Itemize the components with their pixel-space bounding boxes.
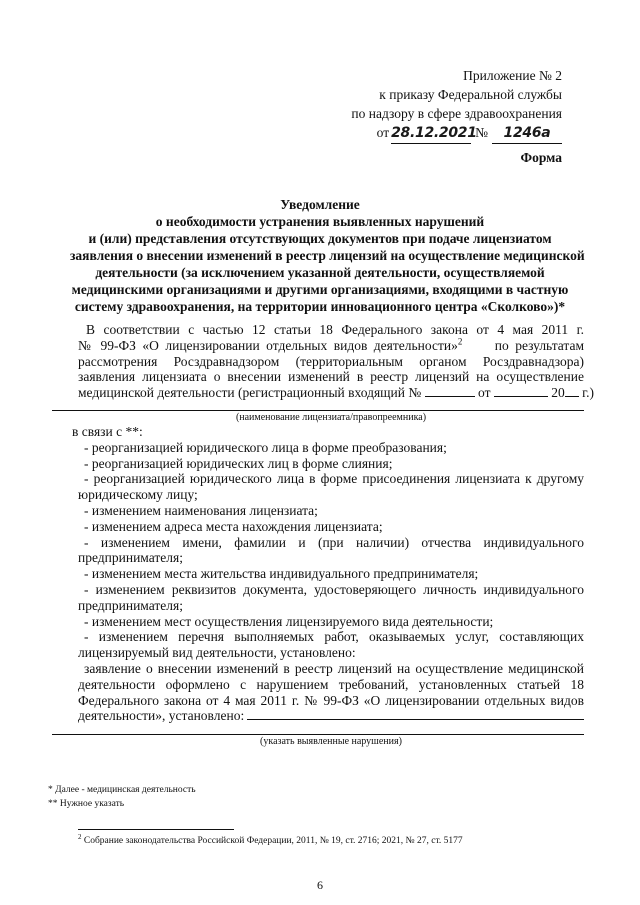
order-date-number [351, 123, 562, 144]
list-item: - изменением имени, фамилии и (при наличии) отчества индивидуального [84, 534, 584, 550]
licensee-name-line[interactable] [52, 402, 584, 411]
list-item-cont: лицензируемый вид деятельности, установлено: [78, 645, 356, 661]
form-label: Форма [520, 150, 562, 165]
registration-label: медицинской деятельности (регистрационный входящий № [78, 385, 422, 401]
paragraph-line [78, 338, 584, 354]
paragraph-line: заявление о внесении изменений в реестр лицензий на осуществление медицинской [84, 660, 584, 676]
paragraph-fragment: по результатам [494, 337, 585, 353]
list-item: - изменением наименования лицензиата; [84, 502, 318, 518]
heading-line: медицинскими организациями и другими организациями, входящими в частную [71, 282, 569, 297]
list-item-cont: юридическому лицу; [78, 487, 198, 503]
paragraph-line: В соответствии с частью 12 статьи 18 Федерального закона от 4 мая 2011 г. [86, 322, 584, 337]
appendix-header [351, 66, 562, 144]
paragraph-line: рассмотрения Росздравнадзором (территориальным органом Росздравнадзора) [78, 353, 584, 369]
registration-date-blank[interactable] [494, 385, 548, 397]
list-item: - изменением адреса места нахождения лицензиата; [84, 518, 383, 534]
footnote-ref: 2 [457, 336, 463, 347]
heading-line: систему здравоохранения, на территории инновационного центра «Сколково»)* [74, 299, 566, 314]
list-item: - изменением места жительства индивидуального предпринимателя; [84, 566, 479, 582]
footnote-1: * Далее - медицинская деятельность [48, 785, 196, 795]
appendix-authority: по надзору в сфере здравоохранения [351, 106, 562, 121]
footnote-3-text: Собрание законодательства Российской Федерации, 2011, № 19, ст. 2716; 2021, № 27, ст. 5177 [83, 836, 463, 846]
from-label: от [376, 125, 390, 140]
violations-blank[interactable] [247, 708, 584, 720]
handwritten-number: 1246а [492, 124, 562, 144]
heading-line: и (или) представления отсутствующих документов при подаче лицензиатом [88, 231, 552, 246]
list-item: - изменением реквизитов документа, удостоверяющего личность индивидуального [84, 581, 584, 597]
heading-line: деятельности (за исключением указанной деятельности, осуществляемой [95, 265, 545, 280]
from-label: от [478, 385, 491, 401]
document-body [72, 322, 595, 748]
paragraph-line [78, 385, 595, 401]
established-label: деятельности», установлено: [78, 708, 245, 724]
year-blank[interactable] [565, 385, 579, 397]
heading-title: Уведомление [280, 197, 360, 212]
violations-caption: (указать выявленные нарушения) [260, 736, 402, 748]
licensee-caption: (наименование лицензиата/правопреемника) [235, 411, 427, 423]
footnote-3-marker: 2 [78, 832, 82, 841]
list-item: - реорганизацией юридического лица в форме присоединения лицензиата к другому [84, 471, 584, 487]
page-number: 6 [317, 878, 323, 892]
paragraph-line [78, 708, 584, 724]
list-item-cont: предпринимателя; [78, 597, 183, 613]
footnote-3 [78, 832, 463, 846]
document-heading [70, 196, 585, 315]
heading-line: о необходимости устранения выявленных нарушений [155, 214, 485, 229]
list-item: - реорганизацией юридических лиц в форме слияния; [84, 455, 393, 471]
footnote-2: ** Нужное указать [48, 799, 125, 809]
list-item: - реорганизацией юридического лица в форме преобразования; [84, 439, 447, 455]
paragraph-line: деятельности оформлено с нарушением требований, установленных статьей 18 [78, 676, 584, 692]
footnotes [48, 783, 196, 811]
number-label: № [475, 125, 488, 140]
violations-line[interactable] [52, 725, 584, 735]
paragraph-line: заявления лицензиата о внесении изменений в реестр лицензий на осуществление [78, 369, 584, 385]
list-item: - изменением мест осуществления лицензируемого вида деятельности; [84, 613, 494, 629]
list-item: - изменением перечня выполняемых работ, оказываемых услуг, составляющих [84, 629, 584, 645]
law-reference: № 99-ФЗ «О лицензировании отдельных видов деятельности» [78, 337, 458, 353]
year-suffix: г.) [582, 385, 595, 401]
year-prefix: 20 [551, 385, 565, 401]
footnote-divider [78, 829, 234, 830]
handwritten-date: 28.12.2021 [391, 124, 471, 144]
in-connection-label: в связи с **: [72, 423, 143, 439]
list-item-cont: предпринимателя; [78, 550, 183, 566]
paragraph-line: Федерального закона от 4 мая 2011 г. № 99-ФЗ «О лицензировании отдельных видов [78, 692, 584, 708]
appendix-title: Приложение № 2 [463, 68, 562, 83]
appendix-order-ref: к приказу Федеральной службы [379, 87, 562, 102]
heading-line: заявления о внесении изменений в реестр лицензий на осуществление медицинской [70, 248, 585, 263]
registration-number-blank[interactable] [425, 385, 475, 397]
